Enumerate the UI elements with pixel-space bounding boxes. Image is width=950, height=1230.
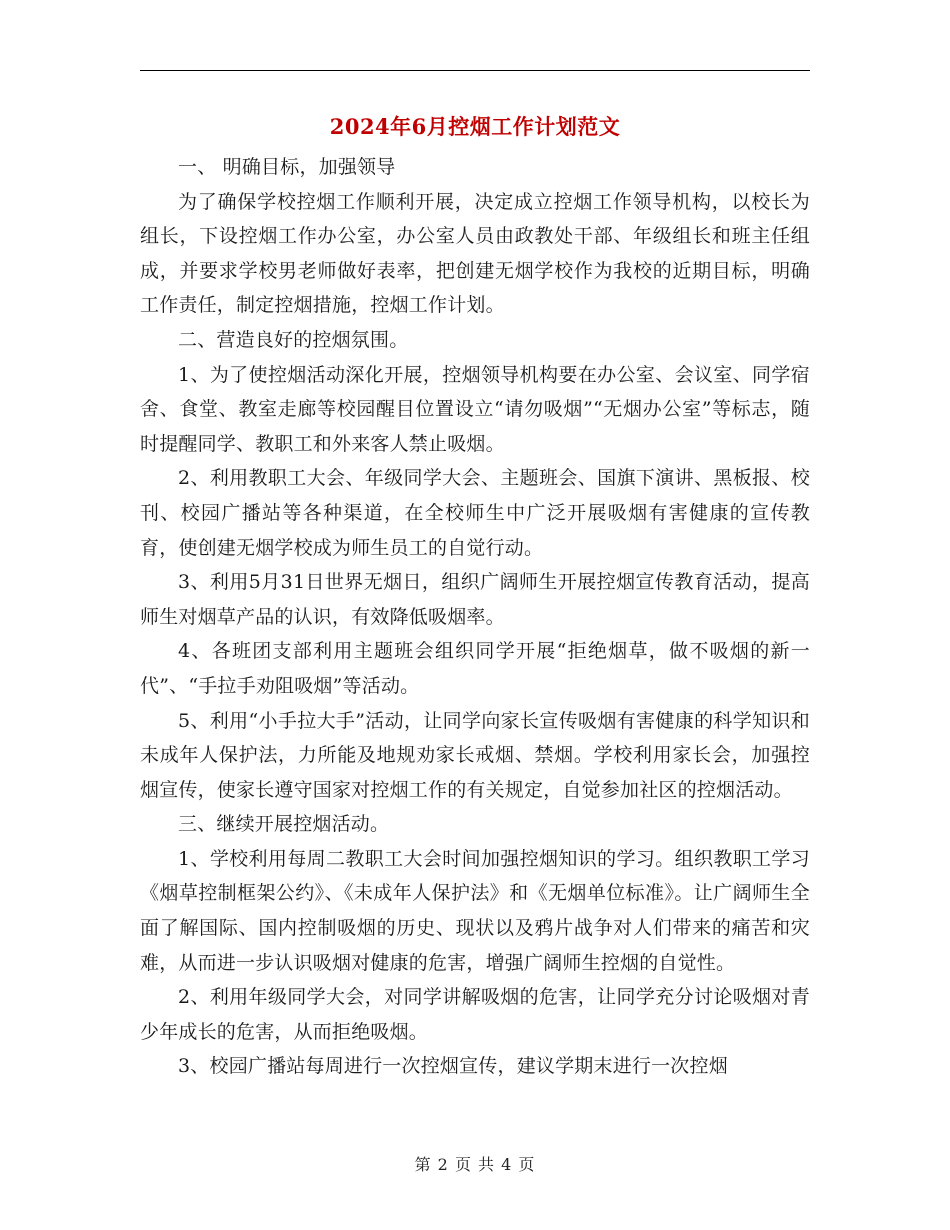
section-heading-2: 二、营造良好的控烟氛围。 [178, 328, 409, 351]
paragraph: 为了确保学校控烟工作顺利开展，决定成立控烟工作领导机构，以校长为组长，下设控烟工作办公室，办公室人员由政教处干部、年级组长和班主任组成，并要求学校男老师做好表率，把创建无烟学校作为我校的近期目标，明确工作责任，制定控烟措施，控烟工作计划。 [140, 190, 810, 317]
document-title: 2024年6月控烟工作计划范文 [329, 114, 621, 139]
paragraph: 5、利用“小手拉大手”活动，让同学向家长宣传吸烟有害健康的科学知识和未成年人保护法，力所能及地规劝家长戒烟、禁烟。学校利用家长会，加强控烟宣传，使家长遵守国家对控烟工作的有关规定，自觉参加社区的控烟活动。 [140, 709, 810, 801]
page-number-footer: 第 2 页 共 4 页 [414, 1155, 536, 1174]
paragraph: 1、为了使控烟活动深化开展，控烟领导机构要在办公室、会议室、同学宿舍、食堂、教室走廊等校园醒目位置设立“请勿吸烟”“无烟办公室”等标志，随时提醒同学、教职工和外来客人禁止吸烟。 [140, 363, 810, 455]
paragraph: 2、利用年级同学大会，对同学讲解吸烟的危害，让同学充分讨论吸烟对青少年成长的危害，从而拒绝吸烟。 [140, 986, 810, 1043]
paragraph: 3、校园广播站每周进行一次控烟宣传，建议学期末进行一次控烟 [178, 1055, 728, 1078]
paragraph: 2、利用教职工大会、年级同学大会、主题班会、国旗下演讲、黑板报、校刊、校园广播站等各种渠道，在全校师生中广泛开展吸烟有害健康的宣传教育，使创建无烟学校成为师生员工的自觉行动。 [140, 467, 810, 559]
paragraph: 4、各班团支部利用主题班会组织同学开展“拒绝烟草，做不吸烟的新一代”、“手拉手劝阻吸烟”等活动。 [140, 640, 810, 697]
paragraph: 3、利用5月31日世界无烟日，组织广阔师生开展控烟宣传教育活动，提高师生对烟草产品的认识，有效降低吸烟率。 [140, 571, 810, 628]
paragraph: 1、学校利用每周二教职工大会时间加强控烟知识的学习。组织教职工学习《烟草控制框架公约》、《未成年人保护法》和《无烟单位标准》。让广阔师生全面了解国际、国内控制吸烟的历史、现状以及鸦片战争对人们带来的痛苦和灾难，从而进一步认识吸烟对健康的危害，增强广阔师生控烟的自觉性。 [140, 847, 810, 974]
header-rule [140, 70, 810, 71]
section-heading-1: 一、 明确目标，加强领导 [178, 156, 396, 178]
section-heading-3: 三、继续开展控烟活动。 [178, 813, 390, 836]
document-body [140, 150, 810, 1084]
